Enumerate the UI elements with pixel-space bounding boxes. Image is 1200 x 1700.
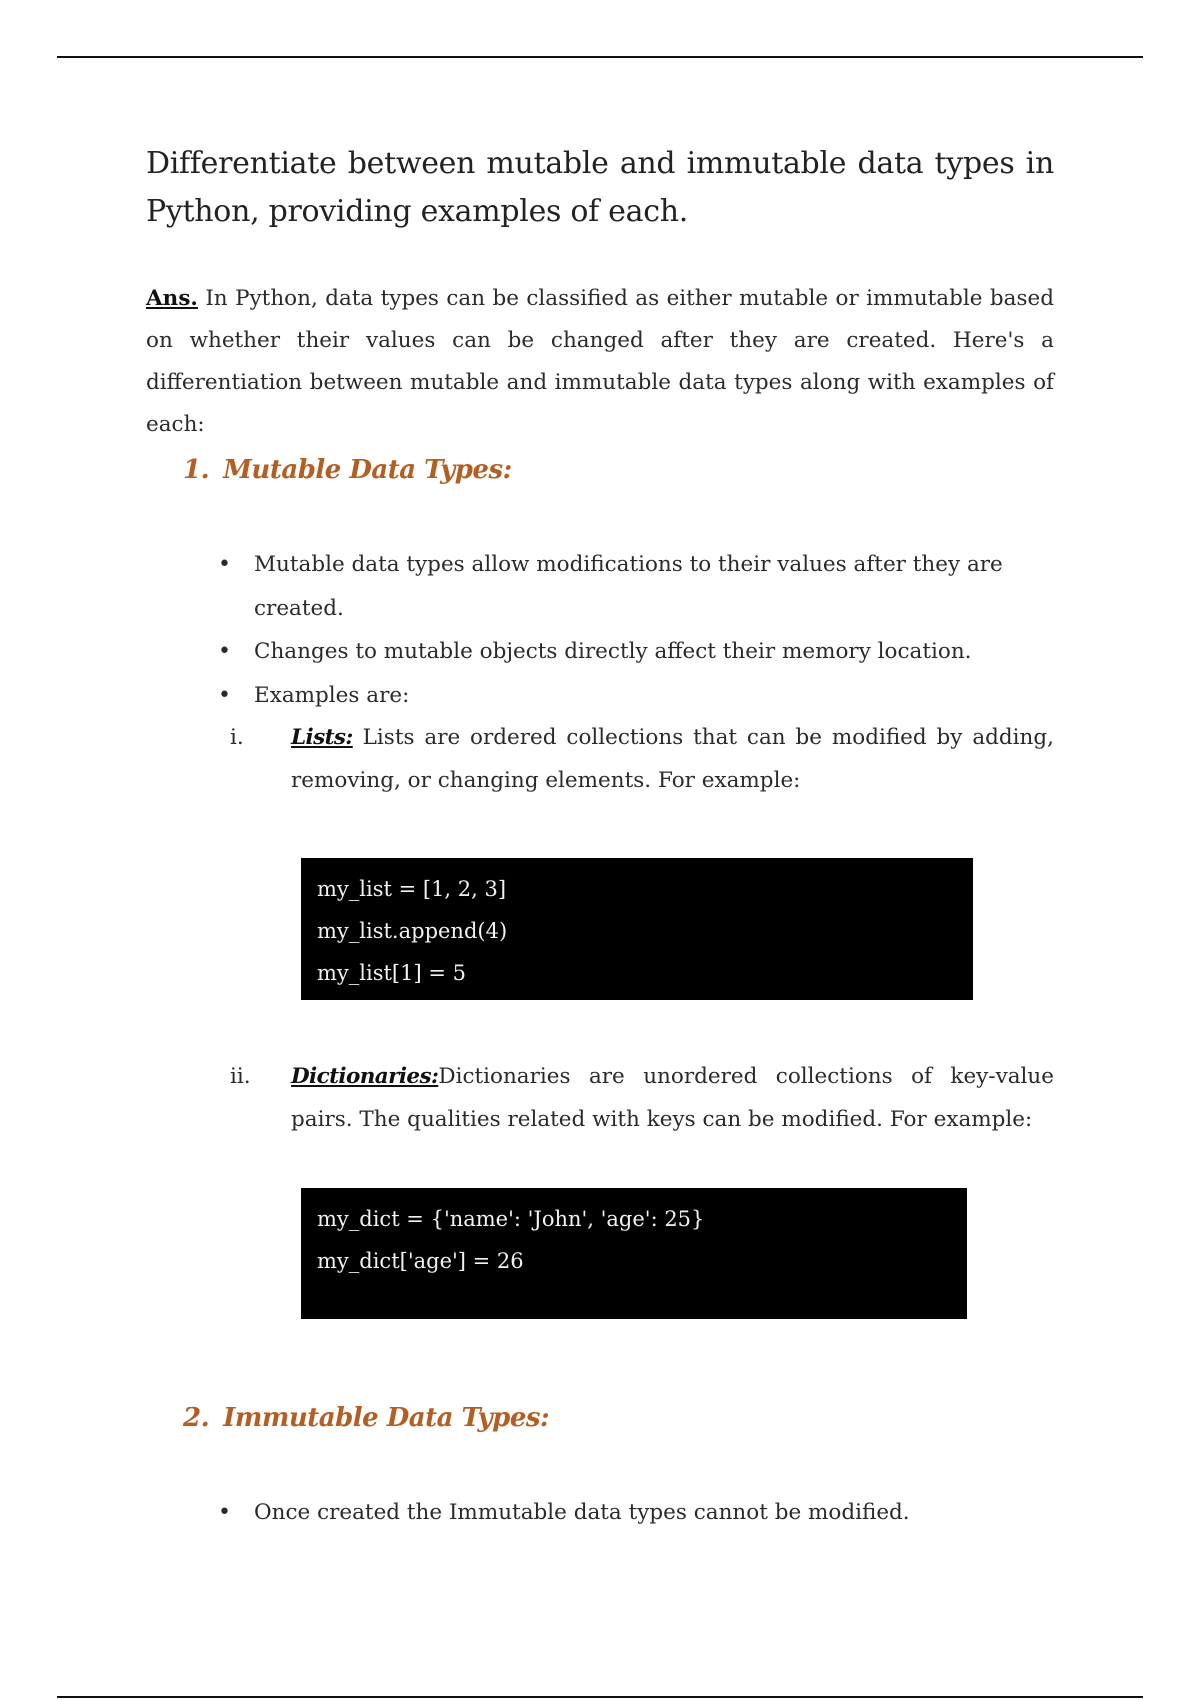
example-description: Lists are ordered collections that can be modified by adding, removing, or changing elements. For example: [291,725,1054,793]
example-term: Lists: [291,725,353,750]
example-text-block [291,716,1054,802]
code-block-dictionaries [301,1188,967,1319]
section-title: Immutable Data Types: [223,1403,550,1433]
example-description: Dictionaries are unordered collections of key-value pairs. The qualities related with keys can be modified. For example: [291,1064,1054,1132]
bullet-icon: • [218,552,231,577]
mutable-bullet-list [218,543,1068,717]
answer-paragraph [146,278,1054,446]
code-line: my_list[1] = 5 [317,961,466,985]
example-numeral: i. [230,725,244,750]
top-rule [57,56,1143,58]
bullet-icon: • [218,639,231,664]
section-title: Mutable Data Types: [223,455,512,485]
list-item-text: Once created the Immutable data types cannot be modified. [254,1500,910,1525]
code-line: my_dict['age'] = 26 [317,1249,524,1273]
example-term: Dictionaries: [291,1064,439,1089]
answer-label: Ans. [146,286,198,311]
list-item [218,630,1068,674]
immutable-bullet-list [218,1491,1068,1535]
list-item [218,1491,1068,1535]
section-number: 1. [183,455,210,485]
example-text-block [291,1055,1054,1141]
bullet-icon: • [218,682,231,708]
answer-text: In Python, data types can be classified as either mutable or immutable based on whether their values can be changed after they are created. Here's a differentiation between mutable and immutable data types along with examples of each: [146,286,1054,437]
section-heading-immutable [183,1403,549,1433]
list-item [218,674,1068,718]
bullet-icon: • [218,1500,231,1525]
list-item-text: Mutable data types allow modifications to their values after they are created. [254,552,1003,621]
code-line: my_dict = {'name': 'John', 'age': 25} [317,1207,705,1231]
example-lists [230,716,1054,802]
example-numeral: ii. [230,1064,251,1089]
list-item-text: Examples are: [254,682,410,708]
bottom-rule [57,1696,1143,1698]
section-heading-mutable [183,455,512,485]
question-heading: Differentiate between mutable and immutable data types in Python, providing examples of each. [146,146,1054,229]
section-number: 2. [183,1403,210,1433]
code-line: my_list = [1, 2, 3] [317,877,507,901]
example-dictionaries [230,1055,1054,1141]
list-item [218,543,1068,630]
code-line: my_list.append(4) [317,919,508,943]
code-block-lists [301,858,973,1000]
list-item-text: Changes to mutable objects directly affect their memory location. [254,639,972,664]
